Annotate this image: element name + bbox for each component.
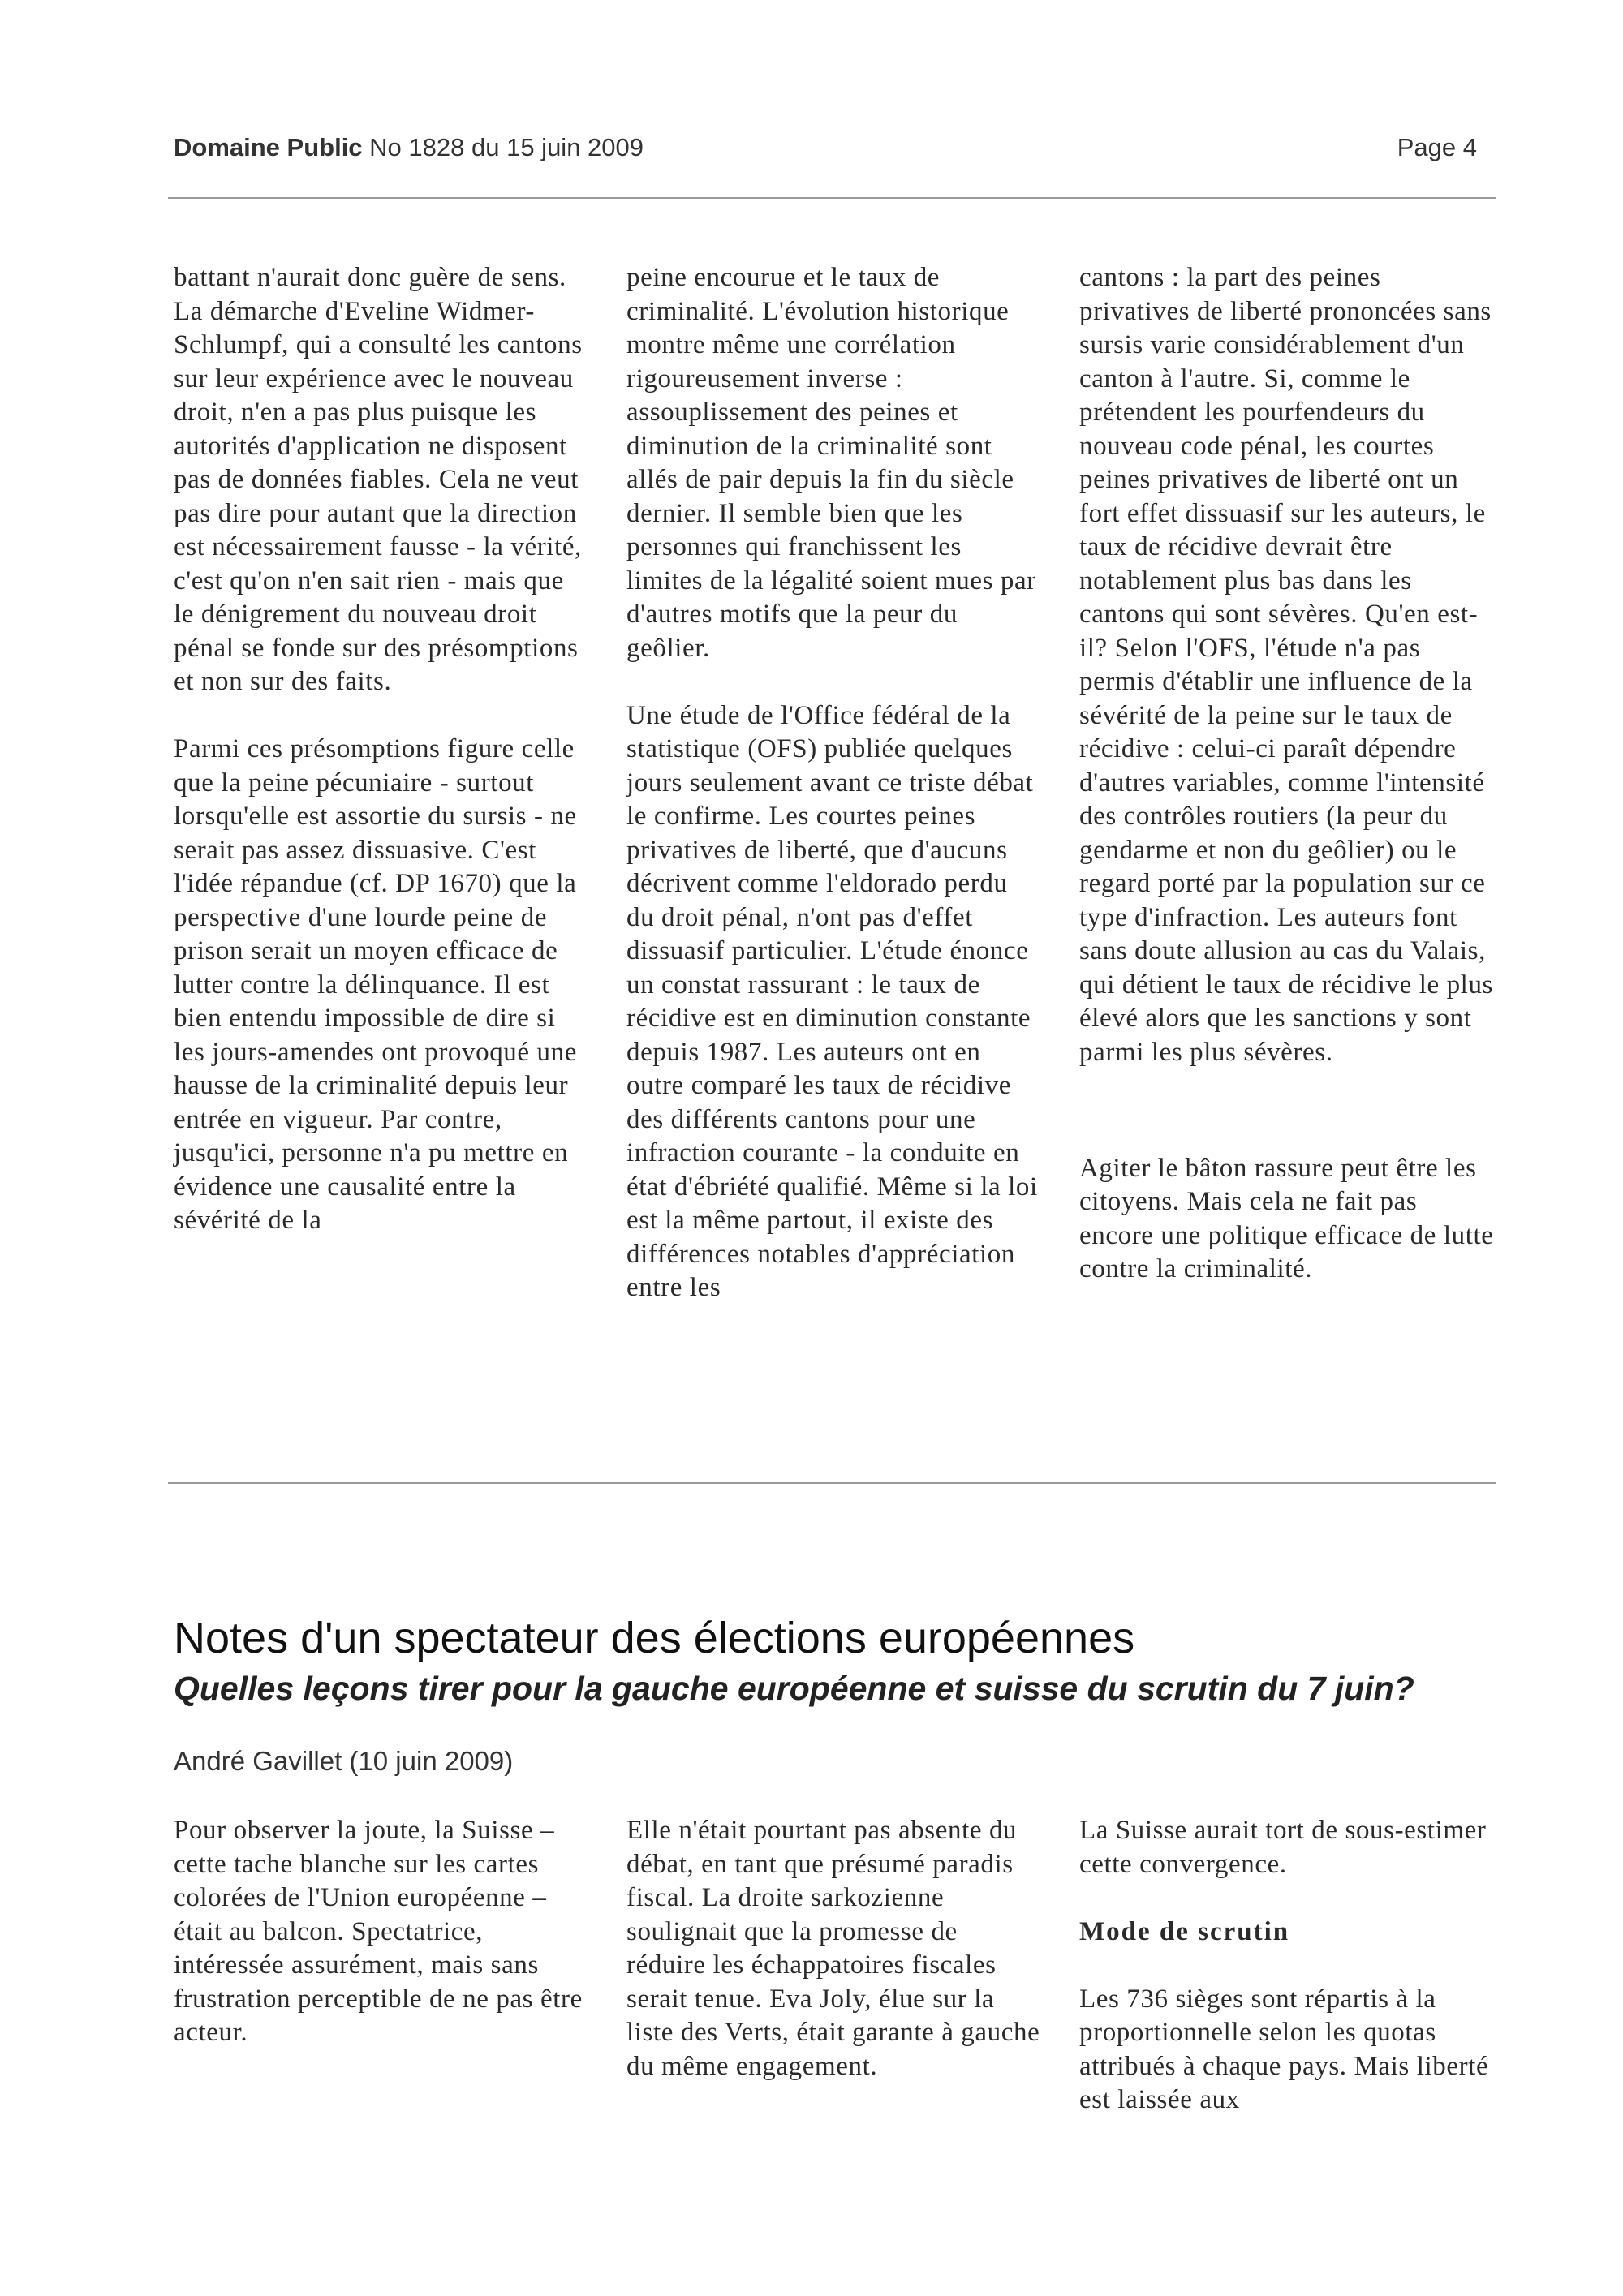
- paragraph: peine encourue et le taux de criminalité. L'évolution historique montre même une corrélation rigoureusement inverse : assouplissement des peines et diminution de la criminalité sont allés de pair depuis la fin du siècle dernier. Il semble bien que les personnes qui franchissent les limites de la légalité soient mues par d'autres motifs que la peur du geôlier.: [626, 263, 1036, 663]
- issue-info: No 1828 du 15 juin 2009: [369, 133, 644, 161]
- paragraph: Elle n'était pourtant pas absente du débat, en tant que présumé paradis fiscal. La droite sarkozienne soulignait que la promesse de réduire les échappatoires fiscales serait tenue. Eva Joly, élue sur la liste des Verts, était garante à gauche du même engagement.: [626, 1816, 1040, 2081]
- page-header: [174, 133, 1477, 167]
- paragraph: battant n'aurait donc guère de sens. La démarche d'Eveline Widmer-Schlumpf, qui a consulté les cantons sur leur expérience avec le nouveau droit, n'en a pas plus puisque les autorités d'application ne disposent pas de données fiables. Cela ne veut pas dire pour autant que la direction est nécessairement fausse - la vérité, c'est qu'on n'en sait rien - mais que le dénigrement du nouveau droit pénal se fonde sur des présomptions et non sur des faits.: [174, 263, 583, 696]
- page-number: Page 4: [1397, 133, 1477, 161]
- paragraph: Les 736 sièges sont répartis à la proportionnelle selon les quotas attribués à chaque pays. Mais liberté est laissée aux: [1079, 1984, 1489, 2114]
- article-divider: [168, 1482, 1496, 1484]
- paragraph: Une étude de l'Office fédéral de la statistique (OFS) publiée quelques jours seulement avant ce triste débat le confirme. Les courtes peines privatives de liberté, que d'aucuns décrivent comme l'eldorado perdu du droit pénal, n'ont pas d'effet dissuasif particulier. L'étude énonce un constat rassurant : le taux de récidive est en diminution constante depuis 1987. Les auteurs ont en outre comparé les taux de récidive des différents cantons pour une infraction courante - la conduite en état d'ébriété qualifié. Même si la loi est la même partout, il existe des différences notables d'appréciation entre les: [626, 700, 1038, 1302]
- section-heading: Mode de scrutin: [1079, 1916, 1290, 1946]
- spacer: [1079, 1103, 1495, 1152]
- column-1: [174, 261, 589, 1305]
- new-article-body: [174, 1814, 1496, 2118]
- column-2: [626, 261, 1042, 1305]
- article-subtitle: Quelles leçons tirer pour la gauche européenne et suisse du scrutin du 7 juin?: [174, 1670, 1414, 1707]
- header-divider: [168, 197, 1496, 199]
- continued-article: [174, 261, 1496, 1305]
- paragraph: Pour observer la joute, la Suisse – cette tache blanche sur les cartes colorées de l'Union européenne – était au balcon. Spectatrice, intéressée assurément, mais sans frustration perceptible de ne pas être acteur.: [174, 1816, 583, 2047]
- paragraph: cantons : la part des peines privatives de liberté prononcées sans sursis varie considérablement d'un canton à l'autre. Si, comme le prétendent les pourfendeurs du nouveau code pénal, les courtes peines privatives de liberté ont un fort effet dissuasif sur les auteurs, le taux de récidive devrait être notablement plus bas dans les cantons qui sont sévères. Qu'en est-il? Selon l'OFS, l'étude n'a pas permis d'établir une influence de la sévérité de la peine sur le taux de récidive : celui-ci paraît dépendre d'autres variables, comme l'intensité des contrôles routiers (la peur du gendarme et non du geôlier) ou le regard porté par la population sur ce type d'infraction. Les auteurs font sans doute allusion au cas du Valais, qui détient le taux de récidive le plus élevé alors que les sanctions y sont parmi les plus sévères.: [1079, 263, 1493, 1067]
- column-3: [1079, 1814, 1495, 2118]
- paragraph: Agiter le bâton rassure peut être les citoyens. Mais cela ne fait pas encore une politique efficace de lutte contre la criminalité.: [1079, 1153, 1494, 1283]
- column-1: [174, 1814, 589, 2118]
- column-2: [626, 1814, 1042, 2118]
- publication-name: Domaine Public: [174, 133, 363, 161]
- article-byline: André Gavillet (10 juin 2009): [174, 1746, 514, 1776]
- paragraph: Parmi ces présomptions figure celle que la peine pécuniaire - surtout lorsqu'elle est assortie du sursis - ne serait pas assez dissuasive. C'est l'idée répandue (cf. DP 1670) que la perspective d'une lourde peine de prison serait un moyen efficace de lutter contre la délinquance. Il est bien entendu impossible de dire si les jours-amendes ont provoqué une hausse de la criminalité depuis leur entrée en vigueur. Par contre, jusqu'ici, personne n'a pu mettre en évidence une causalité entre la sévérité de la: [174, 734, 577, 1235]
- paragraph: La Suisse aurait tort de sous-estimer cette convergence.: [1079, 1816, 1487, 1879]
- article-title: Notes d'un spectateur des élections européennes: [174, 1614, 1135, 1662]
- column-3: [1079, 261, 1495, 1305]
